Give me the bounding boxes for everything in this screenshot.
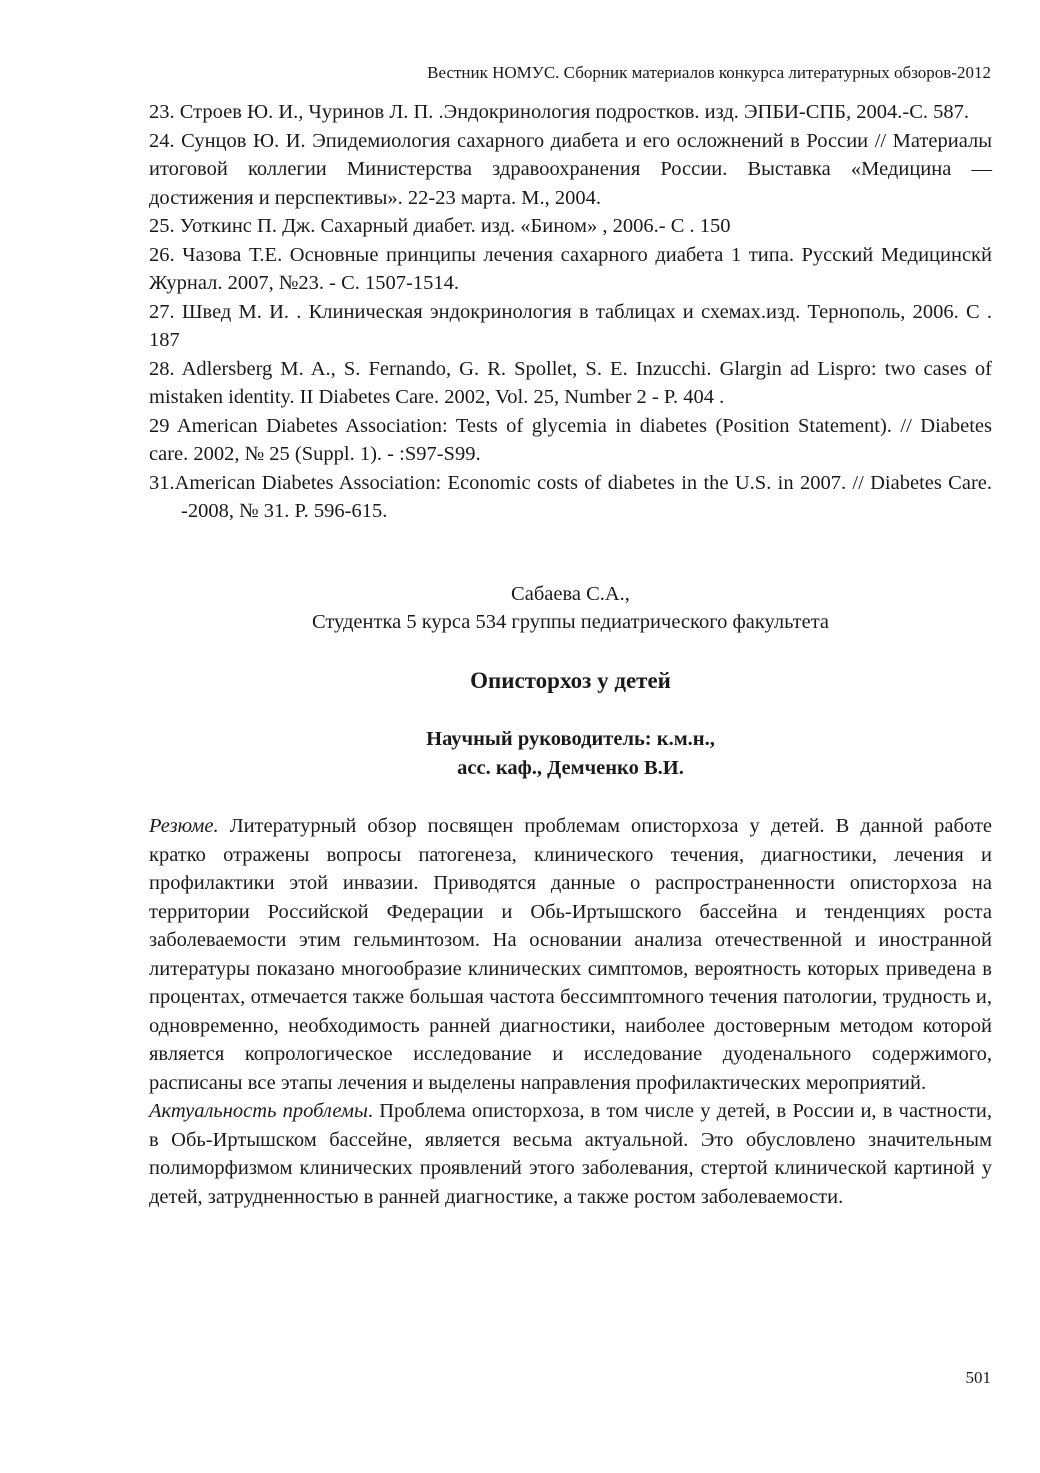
- reference-item: 24. Сунцов Ю. И. Эпидемиология сахарного диабета и его осложнений в России // Материалы итоговой коллегии Министерства здравоохранения России. Выставка «Медицина — достижения и перспективы». 22-23 марта. М., 2004.: [149, 129, 992, 209]
- relevance-paragraph: [149, 1097, 992, 1211]
- supervisor-line-1: Научный руководитель: к.м.н.,: [426, 728, 715, 750]
- reference-item: 26. Чазова Т.Е. Основные принципы лечения сахарного диабета 1 типа. Русский Медицинскй Журнал. 2007, №23. - С. 1507-1514.: [149, 243, 992, 294]
- resume-paragraph: [149, 812, 992, 1097]
- author-name: Сабаева С.А.,: [511, 582, 630, 605]
- relevance-text: . Проблема описторхоза, в том числе у детей, в России и, в частности, в Обь-Иртышском бассейне, является весьма актуальной. Это обусловлено значительным полиморфизмом клинических проявлений этого заболевания, стертой клинической картиной у детей, затрудненностью в ранней диагностике, а также ростом заболеваемости.: [149, 1100, 992, 1208]
- supervisor-line-2: асс. каф., Демченко В.И.: [457, 756, 684, 779]
- page-content: [149, 98, 992, 1211]
- page-number: 501: [965, 1368, 991, 1387]
- reference-item: 29 American Diabetes Association: Tests of glycemia in diabetes (Position Statement). // Diabetes care. 2002, № 25 (Suppl. 1). - :S97-S99.: [149, 414, 992, 465]
- resume-label: Резюме.: [149, 815, 219, 837]
- reference-list: [149, 98, 992, 526]
- relevance-label: Актуальность проблемы: [149, 1100, 368, 1122]
- author-affiliation: Студентка 5 курса 534 группы педиатрического факультета: [311, 611, 830, 633]
- resume-text: Литературный обзор посвящен проблемам описторхоза у детей. В данной работе кратко отражены вопросы патогенеза, клинического течения, диагностики, лечения и профилактики этой инвазии. Приводятся данные о распространенности описторхоза на территории Российской Федерации и Обь-Иртышского бассейна и тенденциях роста заболеваемости этим гельминтозом. На основании анализа отечественной и иностранной литературы показано многообразие клинических симптомов, вероятность которых приведена в процентах, отмечается также большая частота бессимптомного течения патологии, трудность и, одновременно, необходимость ранней диагностики, наиболее достоверным методом которой является копрологическое исследование и исследование дуоденального содержимого, расписаны все этапы лечения и выделены направления профилактических мероприятий.: [149, 815, 992, 1094]
- reference-item: 31.American Diabetes Association: Economic costs of diabetes in the U.S. in 2007. // Diabetes Care. -2008, № 31. P. 596-615.: [149, 471, 992, 522]
- reference-item: 28. Adlersberg M. A., S. Fernando, G. R. Spollet, S. E. Inzucchi. Glargin ad Lispro: two cases of mistaken identity. II Diabetes Care. 2002, Vol. 25, Number 2 - P. 404 .: [149, 357, 992, 408]
- reference-item: 23. Строев Ю. И., Чуринов Л. П. .Эндокринология подростков. изд. ЭПБИ-СПБ, 2004.-С. 587.: [149, 101, 969, 123]
- reference-item: 27. Швед М. И. . Клиническая эндокринология в таблицах и схемах.изд. Тернополь, 2006. С . 187: [149, 300, 992, 351]
- supervisor: [149, 725, 992, 782]
- article-title: Описторхоз у детей: [470, 667, 671, 693]
- reference-item: 25. Уоткинс П. Дж. Сахарный диабет. изд. «Бином» , 2006.- С . 150: [149, 215, 731, 237]
- running-header: Вестник НОМУС. Сборник материалов конкурса литературных обзоров-2012: [427, 63, 991, 82]
